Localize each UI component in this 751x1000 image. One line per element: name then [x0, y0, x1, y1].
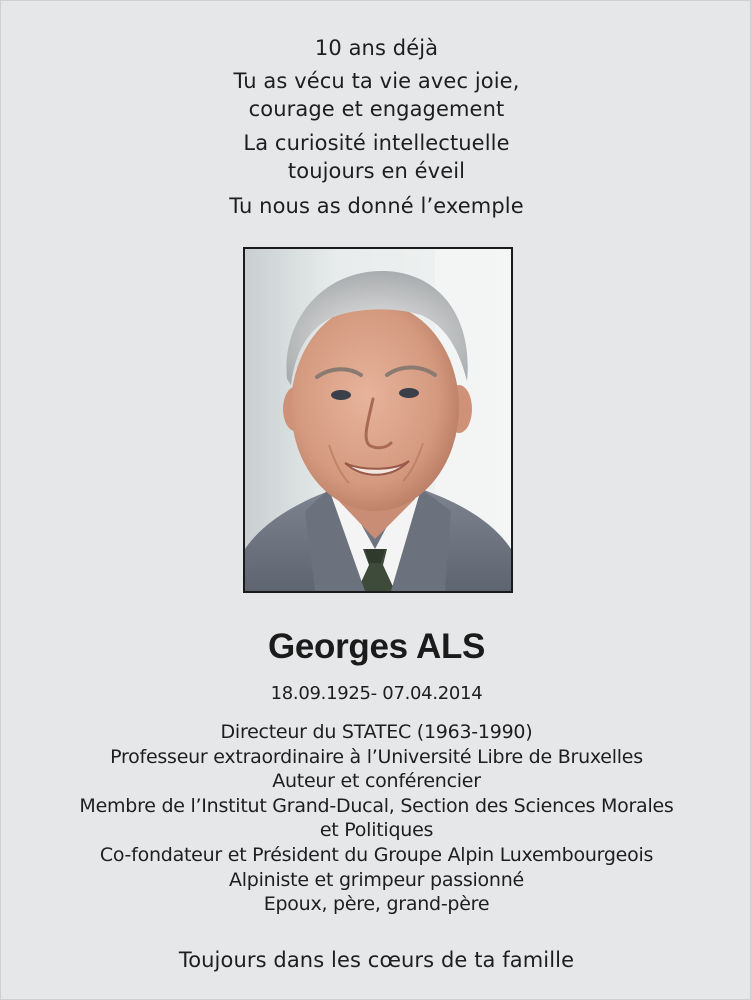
portrait-photo [243, 247, 513, 593]
deceased-name: Georges ALS [267, 627, 486, 666]
closing-line: Toujours dans les cœurs de ta famille [178, 948, 575, 972]
bio-line-5: et Politiques [319, 819, 434, 841]
bio-line-2: Professeur extraordinaire à l’Université Libre de Bruxelles [110, 746, 643, 768]
bio-line-4: Membre de l’Institut Grand-Ducal, Section des Sciences Morales [79, 795, 674, 817]
portrait-illustration [245, 249, 511, 591]
poem-line-4: La curiosité intellectuelle [243, 131, 510, 155]
poem-line-5: toujours en éveil [287, 159, 466, 183]
bio-line-6: Co-fondateur et Président du Groupe Alpin Luxembourgeois [99, 844, 654, 866]
poem-line-2: Tu as vécu ta vie avec joie, [233, 69, 520, 93]
bio-line-1: Directeur du STATEC (1963-1990) [220, 721, 533, 743]
life-dates: 18.09.1925- 07.04.2014 [270, 683, 483, 704]
bio-line-8: Epoux, père, grand-père [263, 893, 490, 915]
bio-line-3: Auteur et conférencier [272, 770, 481, 792]
poem-line-3: courage et engagement [248, 97, 505, 121]
bio-line-7: Alpiniste et grimpeur passionné [229, 869, 524, 891]
poem-line-6: Tu nous as donné l’exemple [229, 194, 524, 218]
poem-line-1: 10 ans déjà [314, 36, 439, 60]
